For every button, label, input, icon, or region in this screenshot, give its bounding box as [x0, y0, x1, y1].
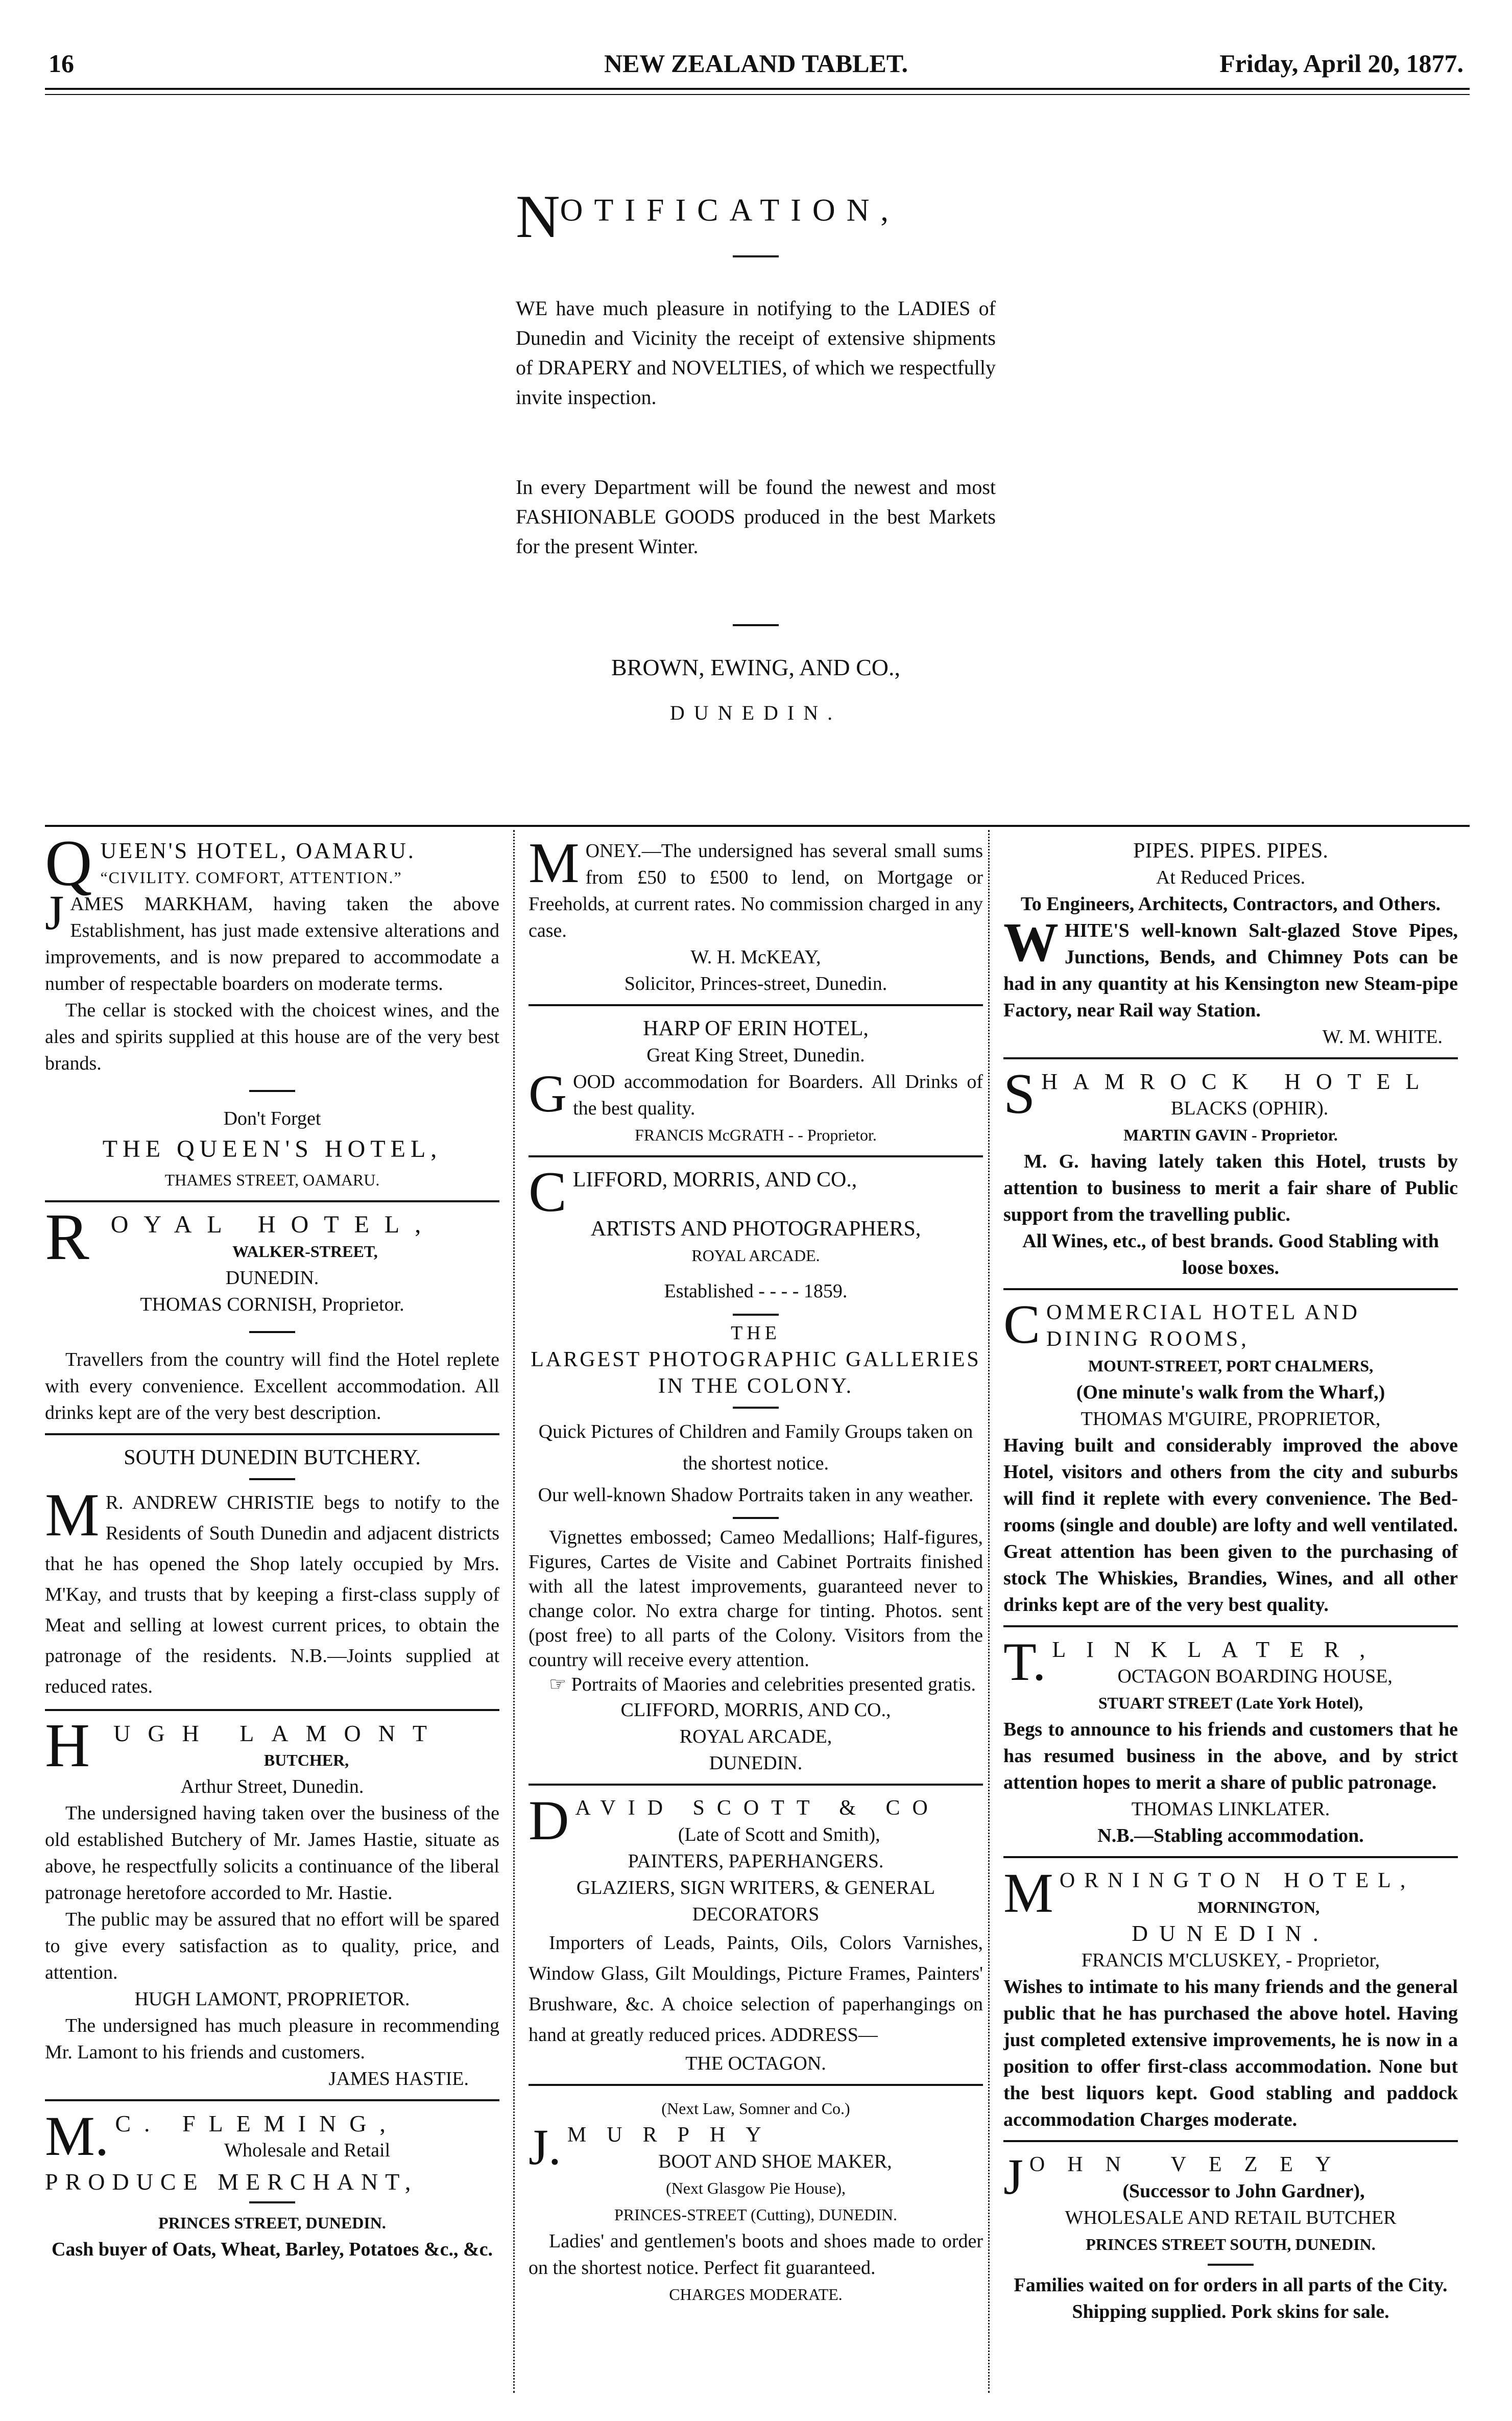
ad-royal-hotel: [45, 1200, 499, 1426]
ad-linklater: [1003, 1632, 1458, 1849]
murphy-body: Ladies' and gentlemen's boots and shoes made to order on the shortest notice. Perfect fit guaranteed.: [529, 2230, 983, 2278]
notification-heading-text: OTIFICATION,: [560, 193, 900, 228]
ad-pipes-white: [1003, 838, 1458, 1050]
lamont-body-2: The public may be assured that no effort will be spared to give every satisfaction as to quality, price, and attention.: [45, 1909, 499, 1983]
scott-addr: THE OCTAGON.: [685, 2053, 826, 2074]
clifford-sign-1: CLIFFORD, MORRIS, AND CO.,: [620, 1699, 891, 1721]
mornington-drop: M: [1003, 1862, 1053, 1924]
queens-name: THE QUEEN'S HOTEL,: [102, 1135, 442, 1162]
queens-dont-forget: Don't Forget: [223, 1108, 321, 1129]
clifford-sign-3: DUNEDIN.: [709, 1752, 803, 1774]
murphy-street: PRINCES-STREET (Cutting), DUNEDIN.: [614, 2205, 898, 2224]
notification-heading: [516, 181, 900, 252]
mornington-owner: FRANCIS M'CLUSKEY, - Proprietor,: [1081, 1950, 1380, 1971]
queens-drop: Q: [45, 827, 94, 899]
clifford-divider: [733, 1314, 779, 1316]
shamrock-head: HAMROCK HOTEL: [1041, 1069, 1435, 1094]
vezey-drop: J: [1003, 2148, 1023, 2205]
notification-divider: [733, 255, 779, 257]
scott-late: (Late of Scott and Smith),: [678, 1824, 880, 1845]
clifford-largest: LARGEST PHOTOGRAPHIC GALLERIES IN THE COLONY.: [531, 1348, 981, 1398]
ad-commercial-hotel: [1003, 1294, 1458, 1618]
linklater-nb: N.B.—Stabling accommodation.: [1097, 1825, 1364, 1846]
erin-street: Great King Street, Dunedin.: [646, 1045, 865, 1066]
shamrock-drop: S: [1003, 1062, 1036, 1126]
separator: [1003, 1057, 1458, 1059]
vezey-trade: WHOLESALE AND RETAIL BUTCHER: [1065, 2207, 1397, 2228]
separator: [1003, 1856, 1458, 1858]
mckeay-name: W. H. McKEAY,: [690, 946, 821, 968]
linklater-house: OCTAGON BOARDING HOUSE,: [1117, 1666, 1393, 1687]
vezey-succ: (Successor to John Gardner),: [1122, 2180, 1365, 2202]
ad-david-scott: [529, 1789, 983, 2077]
mornington-body: Wishes to intimate to his many friends and the general public that he has purchased the above hotel. Having just completed extensive improvements, he is now in a position to offer first-class accommodation. None but the best liquors kept. Good stabling and paddock accommodation Charges moderate.: [1003, 1976, 1458, 2130]
clifford-quick: Quick Pictures of Children and Family Groups taken on the shortest notice.: [538, 1421, 973, 1474]
notification-drop-letter: N: [516, 182, 560, 250]
vezey-street: PRINCES STREET SOUTH, DUNEDIN.: [1086, 2235, 1376, 2253]
fleming-title: PRODUCE MERCHANT,: [45, 2169, 418, 2195]
ad-money-mckeay: [529, 832, 983, 997]
commercial-street: MOUNT-STREET, PORT CHALMERS,: [1088, 1357, 1374, 1375]
lamont-sign: HUGH LAMONT, PROPRIETOR.: [134, 1988, 410, 2010]
newspaper-title: NEW ZEALAND TABLET.: [604, 49, 908, 78]
royal-owner: THOMAS CORNISH, Proprietor.: [140, 1294, 404, 1315]
lamont-body-1: The undersigned having taken over the business of the old established Butchery of Mr. James Hastie, situate as above, he respectfully solicits a continuance of the liberal patronage heretofore accorded to Mr. Hastie.: [45, 1802, 499, 1904]
clifford-arcade: ROYAL ARCADE.: [691, 1246, 820, 1265]
column-2: [529, 832, 983, 2315]
linklater-sign: THOMAS LINKLATER.: [1131, 1798, 1330, 1820]
column-divider-1: [513, 830, 515, 2393]
notification-para-1: WE have much pleasure in notifying to the LADIES of Dunedin and Vicinity the receipt of extensive shipments of DRAPERY and NOVELTIES, of which we respectfully invite inspection.: [516, 297, 996, 409]
mckeay-title: Solicitor, Princes-street, Dunedin.: [624, 973, 887, 994]
erin-body: OOD accommodation for Boarders. All Drinks of the best quality.: [573, 1071, 983, 1119]
erin-drop: G: [529, 1064, 567, 1123]
clifford-maoris: Portraits of Maories and celebrities presented gratis.: [571, 1674, 976, 1695]
white-sub: At Reduced Prices.: [1156, 867, 1306, 888]
linklater-drop: T.: [1003, 1632, 1046, 1692]
notification-firm: BROWN, EWING, AND CO.,: [611, 654, 900, 680]
royal-drop: R: [45, 1200, 105, 1274]
pointing-hand-icon: ☞: [549, 1674, 567, 1695]
masthead-rule-thin: [45, 94, 1470, 95]
notification-para-2: In every Department will be found the newest and most FASHIONABLE GOODS produced in the best Markets for the present Winter.: [516, 476, 996, 558]
column-3: [1003, 838, 1458, 2332]
vezey-shipping: Shipping supplied. Pork skins for sale.: [1072, 2301, 1389, 2322]
white-body: HITE'S well-known Salt-glazed Stove Pipes, Junctions, Bends, and Chimney Pots can be had in any quantity at his Kensington new Steam-pipe Factory, near Rail way Station.: [1003, 920, 1458, 1021]
white-to: To Engineers, Architects, Contractors, and Others.: [1020, 893, 1441, 915]
mornington-place: MORNINGTON,: [1197, 1898, 1320, 1916]
royal-divider: [249, 1331, 295, 1333]
murphy-next: (Next Glasgow Pie House),: [666, 2179, 846, 2197]
scott-trade-1: PAINTERS, PAPERHANGERS.: [628, 1850, 884, 1872]
ad-south-dunedin-butchery: [45, 1444, 499, 1702]
vezey-families: Families waited on for orders in all parts of the City.: [1014, 2274, 1448, 2296]
separator: [529, 2084, 983, 2086]
issue-date: Friday, April 20, 1877.: [1219, 49, 1463, 78]
commercial-owner: THOMAS M'GUIRE, PROPRIETOR,: [1081, 1408, 1381, 1430]
scott-head: AVID SCOTT & CO: [575, 1796, 940, 1820]
clifford-divider-2: [733, 1407, 779, 1409]
queens-body: AMES MARKHAM, having taken the above Establishment, has just made extensive alterations and improvements, and is now prepared to accommodate a number of respectable boarders on moderate terms.: [45, 893, 499, 994]
clifford-sign-2: ROYAL ARCADE,: [679, 1726, 832, 1747]
column-divider-2: [988, 830, 990, 2393]
ad-hugh-lamont: [45, 1711, 499, 2092]
clifford-vignettes: Vignettes embossed; Cameo Medallions; Half-figures, Figures, Cartes de Visite and Cabinet Portraits finished with all the latest improvements, guaranteed never to change color. No extra charge for tinting. Photos. sent (post free) to all parts of the Colony. Visitors from the country will receive every attention.: [529, 1527, 983, 1671]
queens-cellar: The cellar is stocked with the choicest wines, and the ales and spirits supplied at this house are of the very best brands.: [45, 1000, 499, 1074]
separator: [1003, 1625, 1458, 1627]
queens-head: UEEN'S HOTEL, OAMARU.: [100, 838, 416, 863]
shamrock-wines: All Wines, etc., of best brands. Good Stabling with loose boxes.: [1022, 1230, 1439, 1278]
notification-divider-2: [733, 624, 779, 626]
royal-body: Travellers from the country will find the Hotel replete with every convenience. Excellent accommodation. All drinks kept are of the very best description.: [45, 1349, 499, 1423]
notification-place: DUNEDIN.: [669, 701, 842, 724]
separator: [529, 1004, 983, 1006]
queens-drop-2: J: [45, 885, 64, 940]
clifford-shadow: Our well-known Shadow Portraits taken in any weather.: [538, 1484, 974, 1506]
ads-top-rule: [45, 825, 1470, 827]
separator: [529, 1155, 983, 1157]
linklater-street: STUART STREET (Late York Hotel),: [1098, 1694, 1363, 1712]
clifford-drop: C: [529, 1160, 567, 1224]
clifford-head: LIFFORD, MORRIS, AND CO.,: [572, 1168, 857, 1192]
mornington-town: DUNEDIN.: [1132, 1921, 1330, 1946]
fleming-drop: M.: [45, 2105, 109, 2167]
fleming-divider: [249, 2201, 295, 2203]
column-1: [45, 827, 499, 2270]
royal-head: OYAL HOTEL,: [110, 1211, 437, 1238]
mornington-head: ORNINGTON HOTEL,: [1059, 1869, 1415, 1892]
linklater-body: Begs to announce to his friends and customers that he has resumed business in the above, and by strict attention hopes to merit a share of public patronage.: [1003, 1719, 1458, 1793]
lamont-head: UGH LAMONT: [113, 1720, 445, 1746]
lamont-trade: BUTCHER,: [263, 1751, 349, 1769]
queens-divider: [249, 1090, 295, 1092]
fleming-street: PRINCES STREET, DUNEDIN.: [158, 2214, 386, 2232]
lamont-drop: H: [45, 1711, 108, 1780]
separator: [45, 2099, 499, 2101]
fleming-head: C. FLEMING,: [115, 2110, 399, 2137]
shamrock-owner: MARTIN GAVIN - Proprietor.: [1123, 1126, 1338, 1144]
mckeay-body: ONEY.—The undersigned has several small sums from £50 to £500 to lend, on Mortgage or Freeholds, at current rates. No commission charged in any case.: [529, 840, 983, 941]
separator: [1003, 1288, 1458, 1290]
white-sign: W. M. WHITE.: [1322, 1026, 1443, 1048]
ad-queens-hotel: [45, 827, 499, 1193]
clifford-trade: ARTISTS AND PHOTOGRAPHERS,: [590, 1217, 921, 1241]
vezey-divider: [1208, 2264, 1254, 2266]
lamont-hastie: JAMES HASTIE.: [328, 2068, 469, 2090]
shamrock-body: M. G. having lately taken this Hotel, trusts by attention to business to merit a fair share of Public support from the travelling public.: [1003, 1151, 1458, 1225]
queens-street: THAMES STREET, OAMARU.: [164, 1171, 380, 1189]
ad-john-vezey: [1003, 2148, 1458, 2325]
clifford-est: Established - - - - 1859.: [664, 1280, 848, 1302]
clifford-the: THE: [731, 1322, 781, 1344]
vezey-head: OHN VEZEY: [1029, 2153, 1354, 2176]
linklater-head: LINKLATER,: [1052, 1637, 1386, 1662]
queens-motto: “CIVILITY. COMFORT, ATTENTION.”: [100, 868, 402, 887]
murphy-note: (Next Law, Somner and Co.): [661, 2099, 850, 2118]
murphy-trade: BOOT AND SHOE MAKER,: [658, 2151, 892, 2172]
fleming-trade: Wholesale and Retail: [224, 2140, 391, 2161]
royal-street: WALKER-STREET,: [232, 1242, 378, 1261]
lamont-street: Arthur Street, Dunedin.: [180, 1776, 364, 1797]
ad-mornington-hotel: [1003, 1862, 1458, 2133]
murphy-drop: J.: [529, 2119, 561, 2175]
ad-murphy: [529, 2095, 983, 2308]
page-number: 16: [49, 49, 74, 78]
white-drop: W: [1003, 912, 1059, 973]
scott-trade-2: GLAZIERS, SIGN WRITERS, & GENERAL DECORATORS: [576, 1877, 935, 1925]
shamrock-place: BLACKS (OPHIR).: [1171, 1098, 1329, 1119]
separator: [1003, 2140, 1458, 2142]
butchery-title: SOUTH DUNEDIN BUTCHERY.: [124, 1446, 421, 1469]
separator: [529, 1784, 983, 1786]
butchery-drop: M: [45, 1481, 100, 1549]
separator: [45, 1709, 499, 1711]
ad-fleming: [45, 2105, 499, 2263]
ad-harp-of-erin: [529, 1015, 983, 1148]
scott-body: Importers of Leads, Paints, Oils, Colors Varnishes, Window Glass, Gilt Mouldings, Picture Frames, Painters' Brushware, &c. A choice selection of paperhangings on hand at greatly reduced prices. ADDRESS—: [529, 1932, 983, 2046]
commercial-body: Having built and considerably improved the above Hotel, visitors and others from the city and suburbs will find it replete with every convenience. The Bed-rooms (single and double) are lofty and well ventilated. Great attention has been given to the purchasing of stock The Whiskies, Brandies, Wines, and all other drinks kept are of the very best quality.: [1003, 1435, 1458, 1616]
butchery-divider: [249, 1478, 295, 1480]
royal-town: DUNEDIN.: [225, 1267, 319, 1289]
murphy-charges: CHARGES MODERATE.: [669, 2285, 843, 2304]
butchery-body: R. ANDREW CHRISTIE begs to notify to the Residents of South Dunedin and adjacent districts that he has opened the Shop lately occupied by Mrs. M'Kay, and trusts that by keeping a first-class supply of Meat and selling at lowest current prices, to obtain the patronage of the residents. N.B.—Joints supplied at reduced rates.: [45, 1492, 499, 1697]
ad-shamrock-hotel: [1003, 1062, 1458, 1281]
commercial-walk: (One minute's walk from the Wharf,): [1076, 1382, 1385, 1403]
masthead-rule: [45, 88, 1470, 90]
erin-title: HARP OF ERIN HOTEL,: [643, 1017, 869, 1040]
ad-clifford-morris: [529, 1160, 983, 1776]
commercial-drop: C: [1003, 1294, 1041, 1355]
fleming-body: Cash buyer of Oats, Wheat, Barley, Potatoes &c., &c.: [51, 2239, 493, 2260]
mckeay-drop: M: [529, 832, 580, 895]
separator: [45, 1200, 499, 1202]
clifford-divider-3: [733, 1517, 779, 1519]
white-title: PIPES. PIPES. PIPES.: [1133, 839, 1328, 863]
murphy-head: MURPHY: [567, 2123, 782, 2147]
scott-drop: D: [529, 1789, 569, 1852]
lamont-body-3: The undersigned has much pleasure in recommending Mr. Lamont to his friends and customers.: [45, 2015, 499, 2063]
separator: [45, 1433, 499, 1435]
commercial-head: OMMERCIAL HOTEL AND DINING ROOMS,: [1046, 1301, 1360, 1351]
erin-owner: FRANCIS McGRATH - - Proprietor.: [635, 1126, 877, 1144]
